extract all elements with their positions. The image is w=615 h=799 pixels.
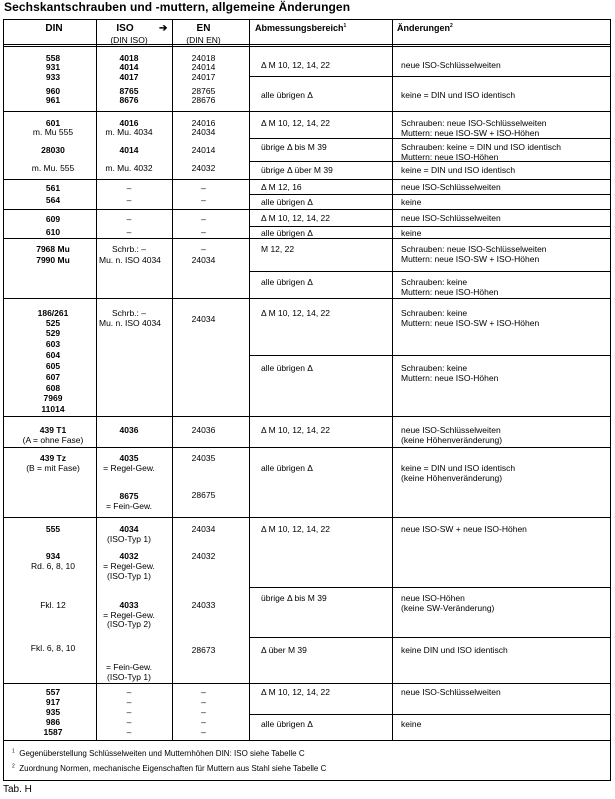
iso-cell: – [126, 214, 132, 224]
row-divider [249, 587, 610, 588]
abmessung-cell: alle übrigen Δ [261, 719, 313, 729]
en-cell: – [201, 717, 206, 727]
footnote-1-num: 1 [12, 748, 15, 755]
aenderung-cell: neue ISO-Schlüsselweiten [401, 60, 501, 70]
din-cell: 604 [45, 350, 61, 360]
iso-cell: 4034 [119, 524, 139, 534]
iso-cell: – [126, 195, 132, 205]
header-aenderungen [397, 23, 453, 34]
en-cell: – [201, 697, 206, 707]
iso-cell: = Regel-Gew. [103, 463, 155, 473]
footnote-1-text: Gegenüberstellung Schlüsselweiten und Mutternhöhen DIN: ISO siehe Tabelle C [19, 749, 305, 758]
din-cell: m. Mu 555 [32, 127, 74, 137]
abmessung-cell: Δ M 10, 12, 14, 22 [261, 308, 331, 318]
row-divider [249, 194, 610, 195]
din-cell: 933 [45, 72, 61, 82]
abmessung-cell: Δ M 10, 12, 14, 22 [261, 60, 331, 70]
en-cell: – [201, 727, 206, 737]
en-cell: 28675 [191, 490, 216, 500]
iso-cell: (ISO-Typ 1) [107, 672, 151, 682]
iso-cell: 4014 [119, 145, 139, 155]
iso-cell: – [126, 727, 132, 737]
abmessung-cell: Δ M 10, 12, 14, 22 [261, 118, 331, 128]
group-divider [4, 517, 610, 518]
header-abmessungsbereich [255, 23, 346, 34]
din-cell: 608 [45, 383, 61, 393]
header-en-sub: (DIN EN) [186, 35, 221, 45]
en-cell: 24035 [191, 453, 216, 463]
abmessung-cell: alle übrigen Δ [261, 363, 313, 373]
en-cell: – [201, 227, 206, 237]
header-iso: ISO [116, 23, 134, 34]
en-cell: – [201, 214, 206, 224]
header-en: EN [196, 23, 211, 34]
en-cell: 24033 [191, 600, 216, 610]
header-aend-label: Änderungen [397, 23, 450, 33]
footnote-2-num: 2 [12, 763, 15, 770]
en-cell: 24034 [191, 524, 216, 534]
din-cell: 961 [45, 95, 61, 105]
din-cell: 7969 [43, 393, 63, 403]
aenderung-cell: keine [401, 197, 422, 207]
abmessung-cell: übrige Δ bis M 39 [261, 142, 327, 152]
din-cell: 529 [45, 328, 61, 338]
abmessung-cell: Δ M 10, 12, 14, 22 [261, 687, 331, 697]
abmessung-cell: alle übrigen Δ [261, 90, 313, 100]
iso-cell: Schrb.: – [111, 244, 147, 254]
aenderung-cell: neue ISO-Schlüsselweiten [401, 687, 501, 697]
row-divider [249, 714, 610, 715]
iso-cell: = Fein-Gew. [105, 662, 153, 672]
en-cell: 24032 [191, 551, 216, 561]
en-cell: 24036 [191, 425, 216, 435]
aenderung-cell: keine [401, 228, 422, 238]
din-cell: 601 [45, 118, 61, 128]
en-cell: 24034 [191, 314, 216, 324]
din-cell: (A = ohne Fase) [22, 435, 84, 445]
iso-cell: = Regel-Gew. [103, 610, 155, 620]
column-divider [392, 20, 393, 740]
iso-cell: m. Mu. 4032 [105, 163, 153, 173]
header-din: DIN [45, 23, 63, 34]
en-cell: 24032 [191, 163, 216, 173]
norms-table [3, 19, 611, 781]
aenderung-cell: keine = DIN und ISO identisch [401, 165, 516, 175]
iso-cell: 8675 [119, 491, 139, 501]
din-cell: 439 T1 [39, 425, 67, 435]
group-divider [4, 111, 610, 112]
abmessung-cell: Δ M 10, 12, 14, 22 [261, 425, 331, 435]
din-cell: 986 [45, 717, 61, 727]
din-cell: 558 [45, 53, 61, 63]
aenderung-cell: keine = DIN und ISO identisch (keine Höhenveränderung) [401, 463, 516, 483]
group-divider [4, 447, 610, 448]
page-title: Sechskantschrauben und -muttern, allgemeine Änderungen [4, 0, 351, 14]
column-divider [249, 20, 250, 740]
en-cell: 24034 [191, 255, 216, 265]
row-divider [249, 76, 610, 77]
din-cell: 561 [45, 183, 61, 193]
header-iso-sub: (DIN ISO) [110, 35, 148, 45]
row-divider [249, 637, 610, 638]
abmessung-cell: übrige Δ über M 39 [261, 165, 333, 175]
aenderung-cell: neue ISO-Schlüsselweiten (keine Höhenveränderung) [401, 425, 503, 445]
din-cell: 934 [45, 551, 61, 561]
abmessung-cell: alle übrigen Δ [261, 463, 313, 473]
aenderung-cell: neue ISO-Schlüsselweiten [401, 182, 501, 192]
abmessung-cell: alle übrigen Δ [261, 277, 313, 287]
din-cell: Fkl. 12 [40, 600, 66, 610]
en-cell: 24014 [191, 62, 216, 72]
din-cell: 564 [45, 195, 61, 205]
en-cell: 24034 [191, 127, 216, 137]
iso-cell: – [126, 227, 132, 237]
iso-cell: 4036 [119, 425, 139, 435]
iso-cell: = Regel-Gew. [103, 561, 155, 571]
iso-cell: Mu. n. ISO 4034 [99, 318, 161, 328]
group-divider [4, 683, 610, 684]
row-divider [249, 271, 610, 272]
column-divider [96, 20, 97, 740]
aenderung-cell: neue ISO-Höhen (keine SW-Veränderung) [401, 593, 495, 613]
iso-cell: – [126, 183, 132, 193]
footnote-divider [4, 740, 610, 741]
en-cell: 24016 [191, 118, 216, 128]
din-cell: 439 Tz [40, 453, 66, 463]
din-cell: Fkl. 6, 8, 10 [30, 643, 76, 653]
en-cell: – [201, 244, 206, 254]
iso-cell: 4018 [119, 53, 139, 63]
table-caption: Tab. H [3, 784, 32, 795]
en-cell: – [201, 195, 206, 205]
header-divider [4, 44, 610, 45]
aenderung-cell: keine [401, 719, 422, 729]
din-cell: 11014 [41, 404, 65, 414]
abmessung-cell: M 12, 22 [261, 244, 295, 254]
iso-cell: 8765 [119, 86, 139, 96]
abmessung-cell: Δ M 10, 12, 14, 22 [261, 213, 331, 223]
en-cell: 28676 [191, 95, 216, 105]
abmessung-cell: alle übrigen Δ [261, 228, 313, 238]
header-abm-label: Abmessungsbereich [255, 23, 344, 33]
din-cell: 610 [45, 227, 61, 237]
aenderung-cell: Schrauben: keine Muttern: neue ISO-Höhen [401, 277, 499, 297]
iso-cell: 4014 [119, 62, 139, 72]
din-cell: 28030 [41, 145, 65, 155]
group-divider [4, 179, 610, 180]
aenderung-cell: Schrauben: neue ISO-Schlüsselweiten Muttern: neue ISO-SW + ISO-Höhen [401, 118, 547, 138]
iso-cell: = Fein-Gew. [105, 501, 153, 511]
abmessung-cell: Δ über M 39 [261, 645, 307, 655]
iso-cell: Mu. n. ISO 4034 [99, 255, 161, 265]
din-cell: (B = mit Fase) [26, 463, 80, 473]
aenderung-cell: neue ISO-SW + neue ISO-Höhen [401, 524, 527, 534]
iso-cell: – [126, 697, 132, 707]
din-cell: 609 [45, 214, 61, 224]
iso-cell: 8676 [119, 95, 139, 105]
footnote-2-text: Zuordnung Normen, mechanische Eigenschaften für Muttern aus Stahl siehe Tabelle C [19, 764, 327, 773]
aenderung-cell: Schrauben: keine Muttern: neue ISO-Höhen [401, 363, 499, 383]
aenderung-cell: keine = DIN und ISO identisch [401, 90, 516, 100]
din-cell: 935 [45, 707, 61, 717]
iso-cell: – [126, 717, 132, 727]
abmessung-cell: Δ M 10, 12, 14, 22 [261, 524, 331, 534]
iso-cell: (ISO-Typ 2) [107, 619, 151, 629]
din-cell: 607 [45, 372, 61, 382]
din-cell: 186/261 [37, 308, 69, 318]
group-divider [4, 209, 610, 210]
column-divider [172, 20, 173, 740]
iso-cell: (ISO-Typ 1) [107, 571, 151, 581]
en-cell: – [201, 707, 206, 717]
iso-cell: – [126, 687, 132, 697]
en-cell: 24014 [191, 145, 216, 155]
iso-cell: 4016 [119, 118, 139, 128]
row-divider [249, 355, 610, 356]
din-cell: 1587 [43, 727, 63, 737]
din-cell: 960 [45, 86, 61, 96]
en-cell: – [201, 183, 206, 193]
abmessung-cell: alle übrigen Δ [261, 197, 313, 207]
aenderung-cell: keine DIN und ISO identisch [401, 645, 508, 655]
iso-cell: 4017 [119, 72, 139, 82]
din-cell: 557 [45, 687, 61, 697]
row-divider [249, 138, 610, 139]
iso-cell: 4035 [119, 453, 139, 463]
header-abm-footnote-ref: 1 [343, 23, 347, 29]
en-cell: 28765 [191, 86, 216, 96]
aenderung-cell: neue ISO-Schlüsselweiten [401, 213, 501, 223]
din-cell: 603 [45, 339, 61, 349]
aenderung-cell: Schrauben: neue ISO-Schlüsselweiten Muttern: neue ISO-SW + ISO-Höhen [401, 244, 547, 264]
header-aend-footnote-ref: 2 [450, 23, 453, 29]
iso-cell: 4033 [119, 600, 139, 610]
din-cell: Rd. 6, 8, 10 [31, 561, 75, 571]
row-divider [249, 226, 610, 227]
din-cell: 605 [45, 361, 61, 371]
iso-cell: m. Mu. 4034 [105, 127, 153, 137]
iso-cell: – [126, 707, 132, 717]
abmessung-cell: Δ M 12, 16 [261, 182, 302, 192]
en-cell: – [201, 687, 206, 697]
aenderung-cell: Schrauben: keine = DIN und ISO identisch Muttern: neue ISO-Höhen [401, 142, 561, 162]
din-cell: 7990 Mu [36, 255, 70, 265]
en-cell: 24017 [191, 72, 216, 82]
din-cell: 7968 Mu [36, 244, 70, 254]
din-cell: m. Mu. 555 [31, 163, 75, 173]
iso-cell: Schrb.: – [111, 308, 147, 318]
group-divider [4, 416, 610, 417]
din-cell: 555 [45, 524, 61, 534]
footnote-2 [12, 763, 326, 774]
en-cell: 28673 [191, 645, 216, 655]
en-cell: 24018 [191, 53, 216, 63]
iso-cell: (ISO-Typ 1) [107, 534, 151, 544]
aenderung-cell: Schrauben: keine Muttern: neue ISO-SW + ISO-Höhen [401, 308, 540, 328]
din-cell: 525 [45, 318, 61, 328]
group-divider [4, 298, 610, 299]
iso-cell: 4032 [119, 551, 139, 561]
din-cell: 917 [45, 697, 61, 707]
footnote-1 [12, 748, 305, 759]
abmessung-cell: übrige Δ bis M 39 [261, 593, 327, 603]
arrow-right-icon: ➔ [159, 23, 168, 34]
din-cell: 931 [45, 62, 61, 72]
header-divider [4, 46, 610, 47]
